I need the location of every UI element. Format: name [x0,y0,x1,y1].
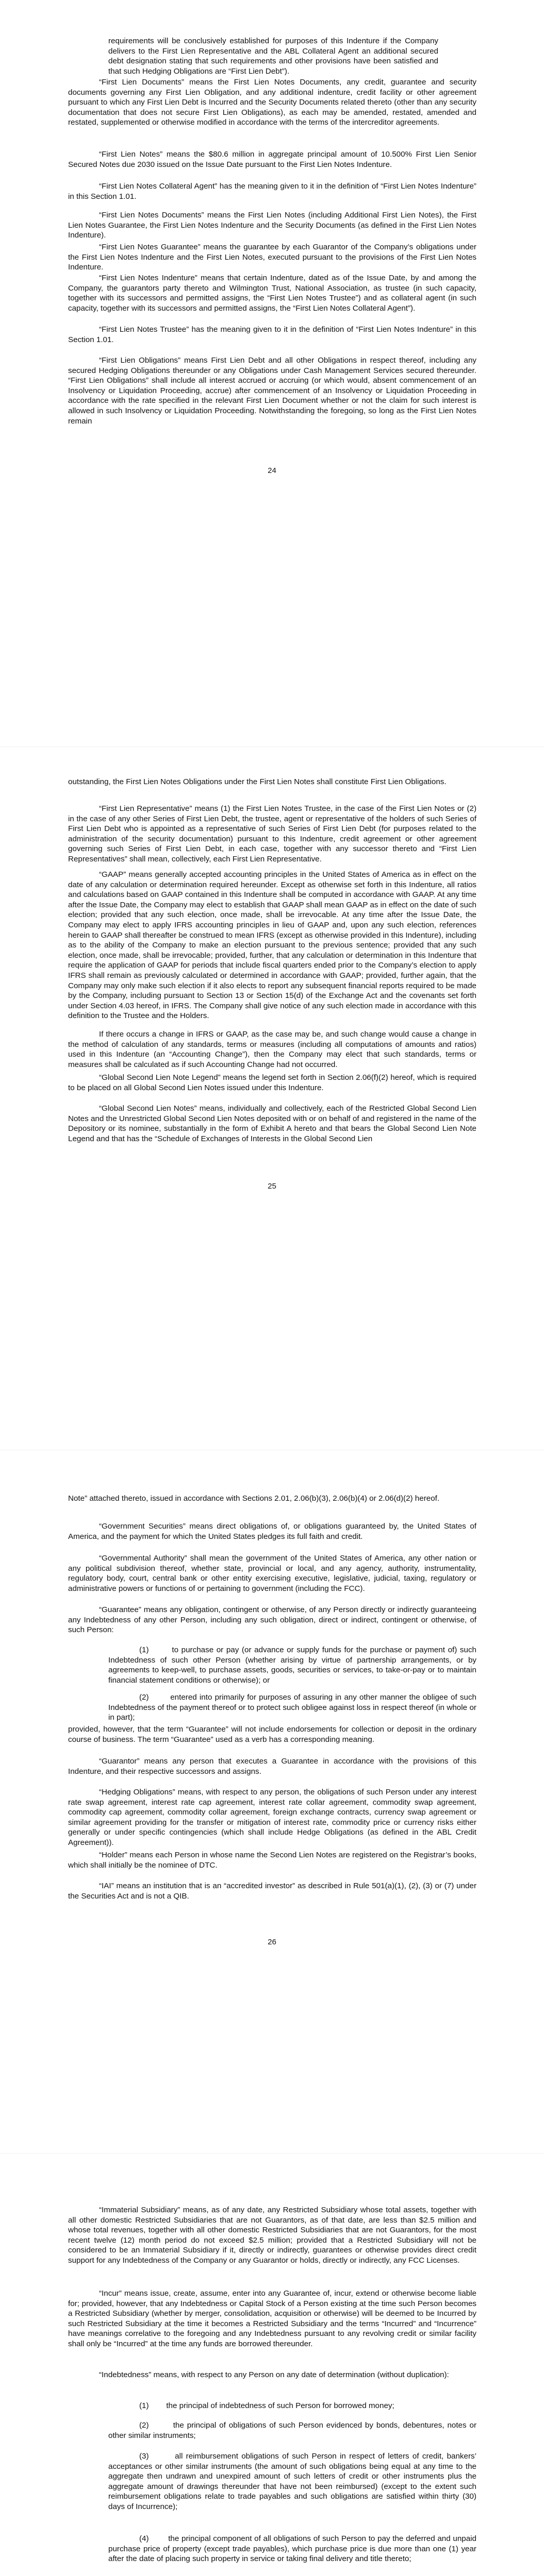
paragraph: “First Lien Notes” means the $80.6 million in aggregate principal amount of 10.500% First Lien Senior Secured Notes due 2030 issued on the Issue Date pursuant to the First Lien Notes Indenture. [68,150,476,169]
paragraph: “Holder” means each Person in whose name the Second Lien Notes are registered on the Registrar’s books, which shall initially be the nominee of DTC. [68,1851,476,1870]
page-number: 26 [268,1938,276,1946]
paragraph: “Immaterial Subsidiary” means, as of any date, any Restricted Subsidiary whose total assets, together with all other domestic Restricted Subsidiaries that are not Guarantors, as of that date, are less than $2.5 million and whose total revenues, together with all other domestic Restricted Subsidiaries that are not Guarantors, for the most recent twelve (12) month period do not exceed $2.5 million; provided that a Restricted Subsidiary will not be considered to be an Immaterial Subsidiary if it, directly or indirectly, guarantees or otherwise provides direct credit support for any Indebtedness of the Company or any Guarantor or holds, directly or indirectly, any FCC Licenses. [68,2206,476,2265]
list-item: (3) all reimbursement obligations of such Person in respect of letters of credit, bankers’ acceptances or other similar instruments (the amount of such obligations being equal at any time to the aggregate then undrawn and unexpired amount of such letters of credit or other instruments plus the aggregate amount of drawings thereunder that have not been reimbursed) (except to the extent such reimbursement obligations relate to trade payables and such obligations are satisfied within thirty (30) days of Incurrence); [108,2452,476,2511]
page-number: 25 [268,1182,276,1191]
list-item: (4) the principal component of all obligations of such Person to pay the deferred and unpaid purchase price of property (except trade payables), which purchase price is due more than one (1) year after the date of placing such property in service or taking final delivery and title thereto; [108,2534,476,2564]
list-item: (2) the principal of obligations of such Person evidenced by bonds, debentures, notes or other similar instruments; [108,2421,476,2440]
paragraph: Note” attached thereto, issued in accordance with Sections 2.01, 2.06(b)(3), 2.06(b)(4) or 2.06(d)(2) hereof. [68,1494,440,1503]
document-page-26 [0,1450,544,2154]
paragraph: “Hedging Obligations” means, with respect to any person, the obligations of such Person under any interest rate swap agreement, interest rate cap agreement, interest rate collar agreement, commodity swap agreement, commodity cap agreement, commodity collar agreement, foreign exchange contracts, currency swap agreement or similar agreement providing for the transfer or mitigation of interest rate, commodity price or currency risks either generally or under specific contingencies (which shall include Hedge Obligations (as defined in the ABL Credit Agreement)). [68,1788,476,1847]
paragraph: “First Lien Notes Guarantee” means the guarantee by each Guarantor of the Company’s obligations under the First Lien Notes Indenture and the First Lien Notes, executed pursuant to the provisions of the First Lien Notes Indenture. [68,243,476,272]
paragraph: requirements will be conclusively established for purposes of this Indenture if the Company delivers to the First Lien Representative and the ABL Collateral Agent an additional secured debt designation stating that such requirements and other provisions have been satisfied and that such Hedging Obligations are “First Lien Debt”). [108,37,438,76]
document-page-24 [0,0,544,747]
paragraph: “Governmental Authority” shall mean the government of the United States of America, any other nation or any political subdivision thereof, whether state, provincial or local, and any agency, authority, instrumentality, regulatory body, court, central bank or other entity exercising executive, legislative, judicial, taxing, regulatory or administrative powers or functions of or pertaining to government (including the FCC). [68,1554,476,1593]
paragraph: “First Lien Notes Collateral Agent” has the meaning given to it in the definition of “First Lien Notes Indenture” in this Section 1.01. [68,182,476,201]
paragraph: outstanding, the First Lien Notes Obligations under the First Lien Notes shall constitute First Lien Obligations. [68,777,447,786]
paragraph: “IAI” means an institution that is an “accredited investor” as described in Rule 501(a)(1), (2), (3) or (7) under the Securities Act and is not a QIB. [68,1882,476,1901]
list-item: (1) to purchase or pay (or advance or supply funds for the purchase or payment of) such Indebtedness of such other Person (whether arising by virtue of partnership arrangements, or by agreements to keep-well, to purchase assets, goods, securities or services, to take-or-pay or to maintain financial statement conditions or otherwise); or [108,1646,476,1685]
paragraph: “Indebtedness” means, with respect to any Person on any date of determination (without duplication): [99,2370,449,2379]
document-page-25 [0,747,544,1450]
list-item: (1) the principal of indebtedness of such Person for borrowed money; [139,2401,394,2410]
paragraph: “Global Second Lien Notes” means, individually and collectively, each of the Restricted Global Second Lien Notes and the Unrestricted Global Second Lien Notes deposited with or on behalf of and registered in the name of the Depository or its nominee, substantially in the form of Exhibit A hereto and that bears the Global Second Lien Note Legend and that has the “Schedule of Exchanges of Interests in the Global Second Lien [68,1104,476,1143]
paragraph: “First Lien Documents” means the First Lien Notes Documents, any credit, guarantee and security documents governing any First Lien Obligation, and any additional indenture, credit facility or other agreement pursuant to which any First Lien Debt is Incurred and the Security Documents related thereto (other than any security documentation that does not secure First Lien Obligations), as each may be amended, restated, amended and restated, supplemented or otherwise modified in accordance with the terms of the intercreditor agreements. [68,78,476,127]
page-number: 24 [268,466,276,475]
list-item: (2) entered into primarily for purposes of assuring in any other manner the obligee of such Indebtedness of the payment thereof or to protect such obligee against loss in respect thereof (in whole or in part); [108,1693,476,1722]
paragraph: “First Lien Notes Indenture” means that certain Indenture, dated as of the Issue Date, by and among the Company, the guarantors party thereto and Wilmington Trust, National Association, as trustee (in such capacity, together with its successors and permitted assigns, the “First Lien Notes Trustee”) and as collateral agent (in such capacity, together with its successors and permitted assigns, the “First Lien Notes Collateral Agent”). [68,274,476,313]
paragraph: provided, however, that the term “Guarantee” will not include endorsements for collection or deposit in the ordinary course of business. The term “Guarantee” used as a verb has a corresponding meaning. [68,1725,476,1744]
paragraph: “First Lien Notes Documents” means the First Lien Notes (including Additional First Lien Notes), the First Lien Notes Guarantee, the First Lien Notes Indenture and the Security Documents (as defined in the First Lien Notes Indenture). [68,211,476,240]
paragraph: “Government Securities” means direct obligations of, or obligations guaranteed by, the United States of America, and the payment for which the United States pledges its full faith and credit. [68,1522,476,1541]
document-page-27 [0,2154,544,2576]
paragraph: “Guarantee” means any obligation, contingent or otherwise, of any Person directly or indirectly guaranteeing any Indebtedness of any other Person, including any such obligation, direct or indirect, contingent or otherwise, of such Person: [68,1605,476,1635]
paragraph: If there occurs a change in IFRS or GAAP, as the case may be, and such change would cause a change in the method of calculation of any standards, terms or measures (including all computations of amounts and ratios) used in this Indenture (an “Accounting Change”), then the Company may elect that such standards, terms or measures shall be calculated as if such Accounting Change had not occurred. [68,1030,476,1069]
paragraph: “First Lien Notes Trustee” has the meaning given to it in the definition of “First Lien Notes Indenture” in this Section 1.01. [68,325,476,344]
paragraph: “GAAP” means generally accepted accounting principles in the United States of America as in effect on the date of any calculation or determination required hereunder. Except as otherwise set forth in this Indenture, all ratios and calculations based on GAAP contained in this Indenture shall be computed in accordance with GAAP. At any time after the Issue Date, the Company may elect to establish that GAAP shall mean GAAP as in effect on the date of such election; provided that any such election, once made, shall be irrevocable. At any time after the Issue Date, the Company may elect to apply IFRS accounting principles in lieu of GAAP and, upon any such election, references herein to GAAP shall thereafter be construed to mean IFRS (except as otherwise provided in this Indenture), including as to the ability of the Company to make an election pursuant to the previous sentence; provided that any such election, once made, shall be irrevocable; provided, further, that any calculation or determination in this Indenture that require the application of GAAP for periods that include fiscal quarters ended prior to the Company’s election to apply IFRS shall remain as previously calculated or determined in accordance with GAAP; provided, further again, that the Company may only make such election if it also elects to report any subsequent financial reports required to be made by the Company, including pursuant to Section 13 or Section 15(d) of the Exchange Act and the covenants set forth under Section 4.03 hereof, in IFRS. The Company shall give notice of any such election made in accordance with this definition to the Trustee and the Holders. [68,870,476,1021]
paragraph: “First Lien Representative” means (1) the First Lien Notes Trustee, in the case of the First Lien Notes or (2) in the case of any other Series of First Lien Debt, the trustee, agent or representative of the holders of such Series of First Lien Debt who is appointed as a representative of such Series of First Lien Debt (for purposes related to the administration of the security documentation) pursuant to this Indenture, credit agreement or other agreement governing such Series of First Lien Debt, in each case, together with any successor thereto and “First Lien Representatives” shall mean, collectively, each First Lien Representative. [68,804,476,863]
paragraph: “Guarantor” means any person that executes a Guarantee in accordance with the provisions of this Indenture, and their respective successors and assigns. [68,1757,476,1776]
paragraph: “Incur” means issue, create, assume, enter into any Guarantee of, incur, extend or otherwise become liable for; provided, however, that any Indebtedness or Capital Stock of a Person existing at the time such Person becomes a Restricted Subsidiary (whether by merger, consolidation, acquisition or otherwise) will be deemed to be Incurred by such Restricted Subsidiary at the time it becomes a Restricted Subsidiary and the terms “Incurred” and “Incurrence” have meanings correlative to the foregoing and any Indebtedness pursuant to any revolving credit or similar facility shall only be “Incurred” at the time any funds are borrowed thereunder. [68,2289,476,2348]
paragraph: “Global Second Lien Note Legend” means the legend set forth in Section 2.06(f)(2) hereof, which is required to be placed on all Global Second Lien Notes issued under this Indenture. [68,1073,476,1092]
paragraph: “First Lien Obligations” means First Lien Debt and all other Obligations in respect thereof, including any secured Hedging Obligations thereunder or any Obligations under Cash Management Services secured thereunder. “First Lien Obligations” shall include all interest accrued or accruing (or which would, absent commencement of an Insolvency or Liquidation Proceeding, accrue) after commencement of an Insolvency or Liquidation Proceeding in accordance with the rate specified in the relevant First Lien Document whether or not the claim for such interest is allowed in such Insolvency or Liquidation Proceeding. Notwithstanding the foregoing, so long as the First Lien Notes remain [68,356,476,426]
